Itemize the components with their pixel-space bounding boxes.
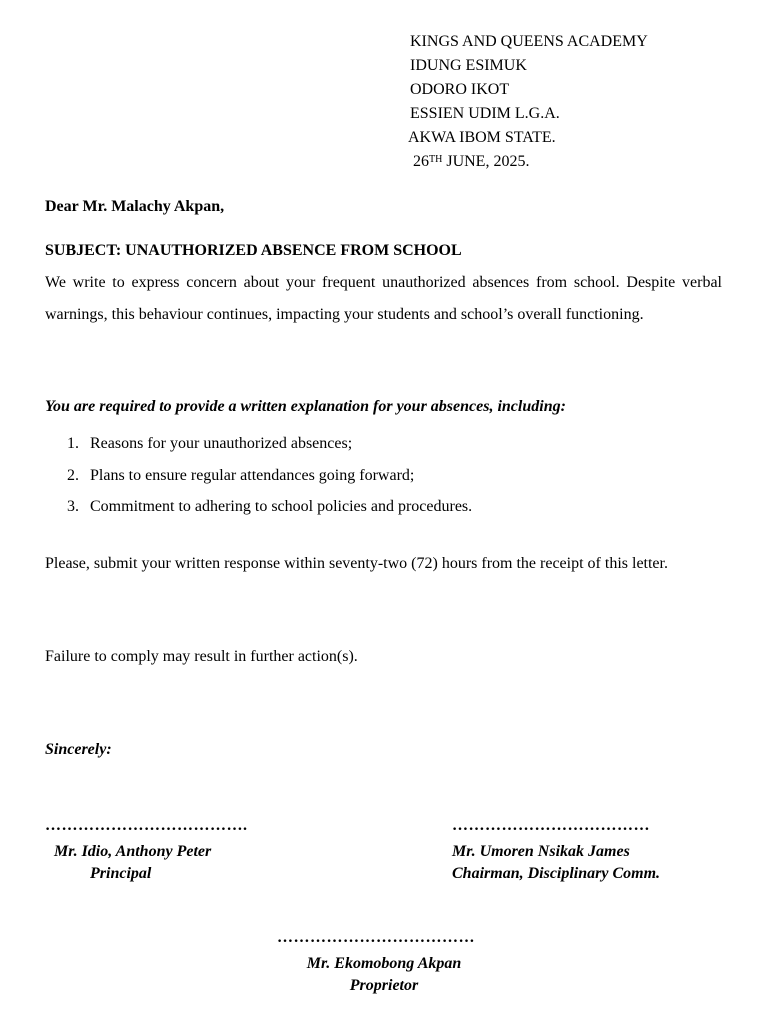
letterhead-address	[410, 30, 648, 174]
closing: Sincerely:	[45, 741, 112, 758]
requirement-heading: You are required to provide a written explanation for your absences, including:	[45, 398, 566, 415]
list-item-text: Reasons for your unauthorized absences;	[90, 435, 353, 452]
body-paragraph: Please, submit your written response within seventy-two (72) hours from the receipt of this letter.	[45, 555, 668, 572]
signatory-title: Principal	[90, 865, 152, 882]
list-item-text: Commitment to adhering to school policies and procedures.	[90, 498, 473, 515]
list-item	[45, 460, 472, 492]
signatory-name: Mr. Ekomobong Akpan	[306, 955, 462, 972]
date-day: 26	[413, 153, 429, 170]
body-paragraph: Failure to comply may result in further action(s).	[45, 648, 358, 665]
date-suffix: TH	[429, 154, 443, 165]
address-line: ESSIEN UDIM L.G.A.	[410, 105, 560, 122]
date-month-year: JUNE, 2025.	[442, 153, 530, 170]
address-line: IDUNG ESIMUK	[410, 57, 527, 74]
signature-line: ……………………………….	[45, 817, 248, 834]
list-number: 3.	[67, 498, 79, 515]
signatory-name: Mr. Umoren Nsikak James	[452, 843, 630, 860]
signatory-title: Chairman, Disciplinary Comm.	[452, 865, 661, 882]
school-name: KINGS AND QUEENS ACADEMY	[410, 33, 648, 50]
signatory-name: Mr. Idio, Anthony Peter	[54, 843, 212, 860]
list-item-text: Plans to ensure regular attendances going forward;	[90, 466, 415, 484]
address-line: ODORO IKOT	[410, 81, 510, 98]
list-number: 1.	[67, 435, 79, 452]
list-item	[45, 428, 472, 460]
subject-line: SUBJECT: UNAUTHORIZED ABSENCE FROM SCHOOL	[45, 242, 462, 259]
list-number: 2.	[67, 466, 79, 484]
signatory-title: Proprietor	[349, 977, 419, 994]
salutation: Dear Mr. Malachy Akpan,	[45, 198, 225, 215]
signature-line: ………………………………	[277, 929, 475, 946]
body-paragraph: We write to express concern about your frequent unauthorized absences from school. Despite verbal warnings, this behaviour continues, impacting your students and school’s overall functioning.	[45, 274, 722, 323]
address-line: AKWA IBOM STATE.	[408, 129, 556, 146]
list-item	[45, 491, 472, 523]
letter-date	[413, 150, 648, 174]
requirements-list	[45, 428, 472, 523]
signature-line: ………………………………	[452, 817, 650, 834]
